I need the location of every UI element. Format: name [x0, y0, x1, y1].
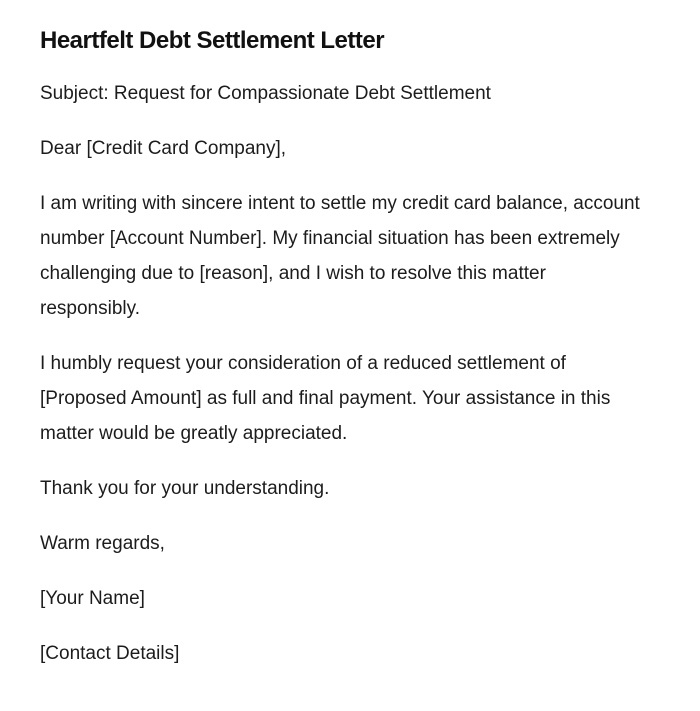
letter-title: Heartfelt Debt Settlement Letter	[40, 27, 385, 54]
letter-signature-name: [Your Name]	[40, 588, 145, 609]
letter-closing: Warm regards,	[40, 533, 165, 554]
letter-subject: Subject: Request for Compassionate Debt Settlement	[40, 83, 491, 104]
letter-paragraph-1: I am writing with sincere intent to settle my credit card balance, account number [Account Number]. My financial situation has been extremely challenging due to [reason], and I wish to resolve this matter responsibly.	[40, 193, 640, 319]
letter-thanks: Thank you for your understanding.	[40, 478, 330, 499]
letter-paragraph-2: I humbly request your consideration of a reduced settlement of [Proposed Amount] as full and final payment. Your assistance in this matter would be greatly appreciated.	[40, 353, 611, 444]
letter-contact-details: [Contact Details]	[40, 643, 180, 664]
letter-salutation: Dear [Credit Card Company],	[40, 138, 287, 159]
